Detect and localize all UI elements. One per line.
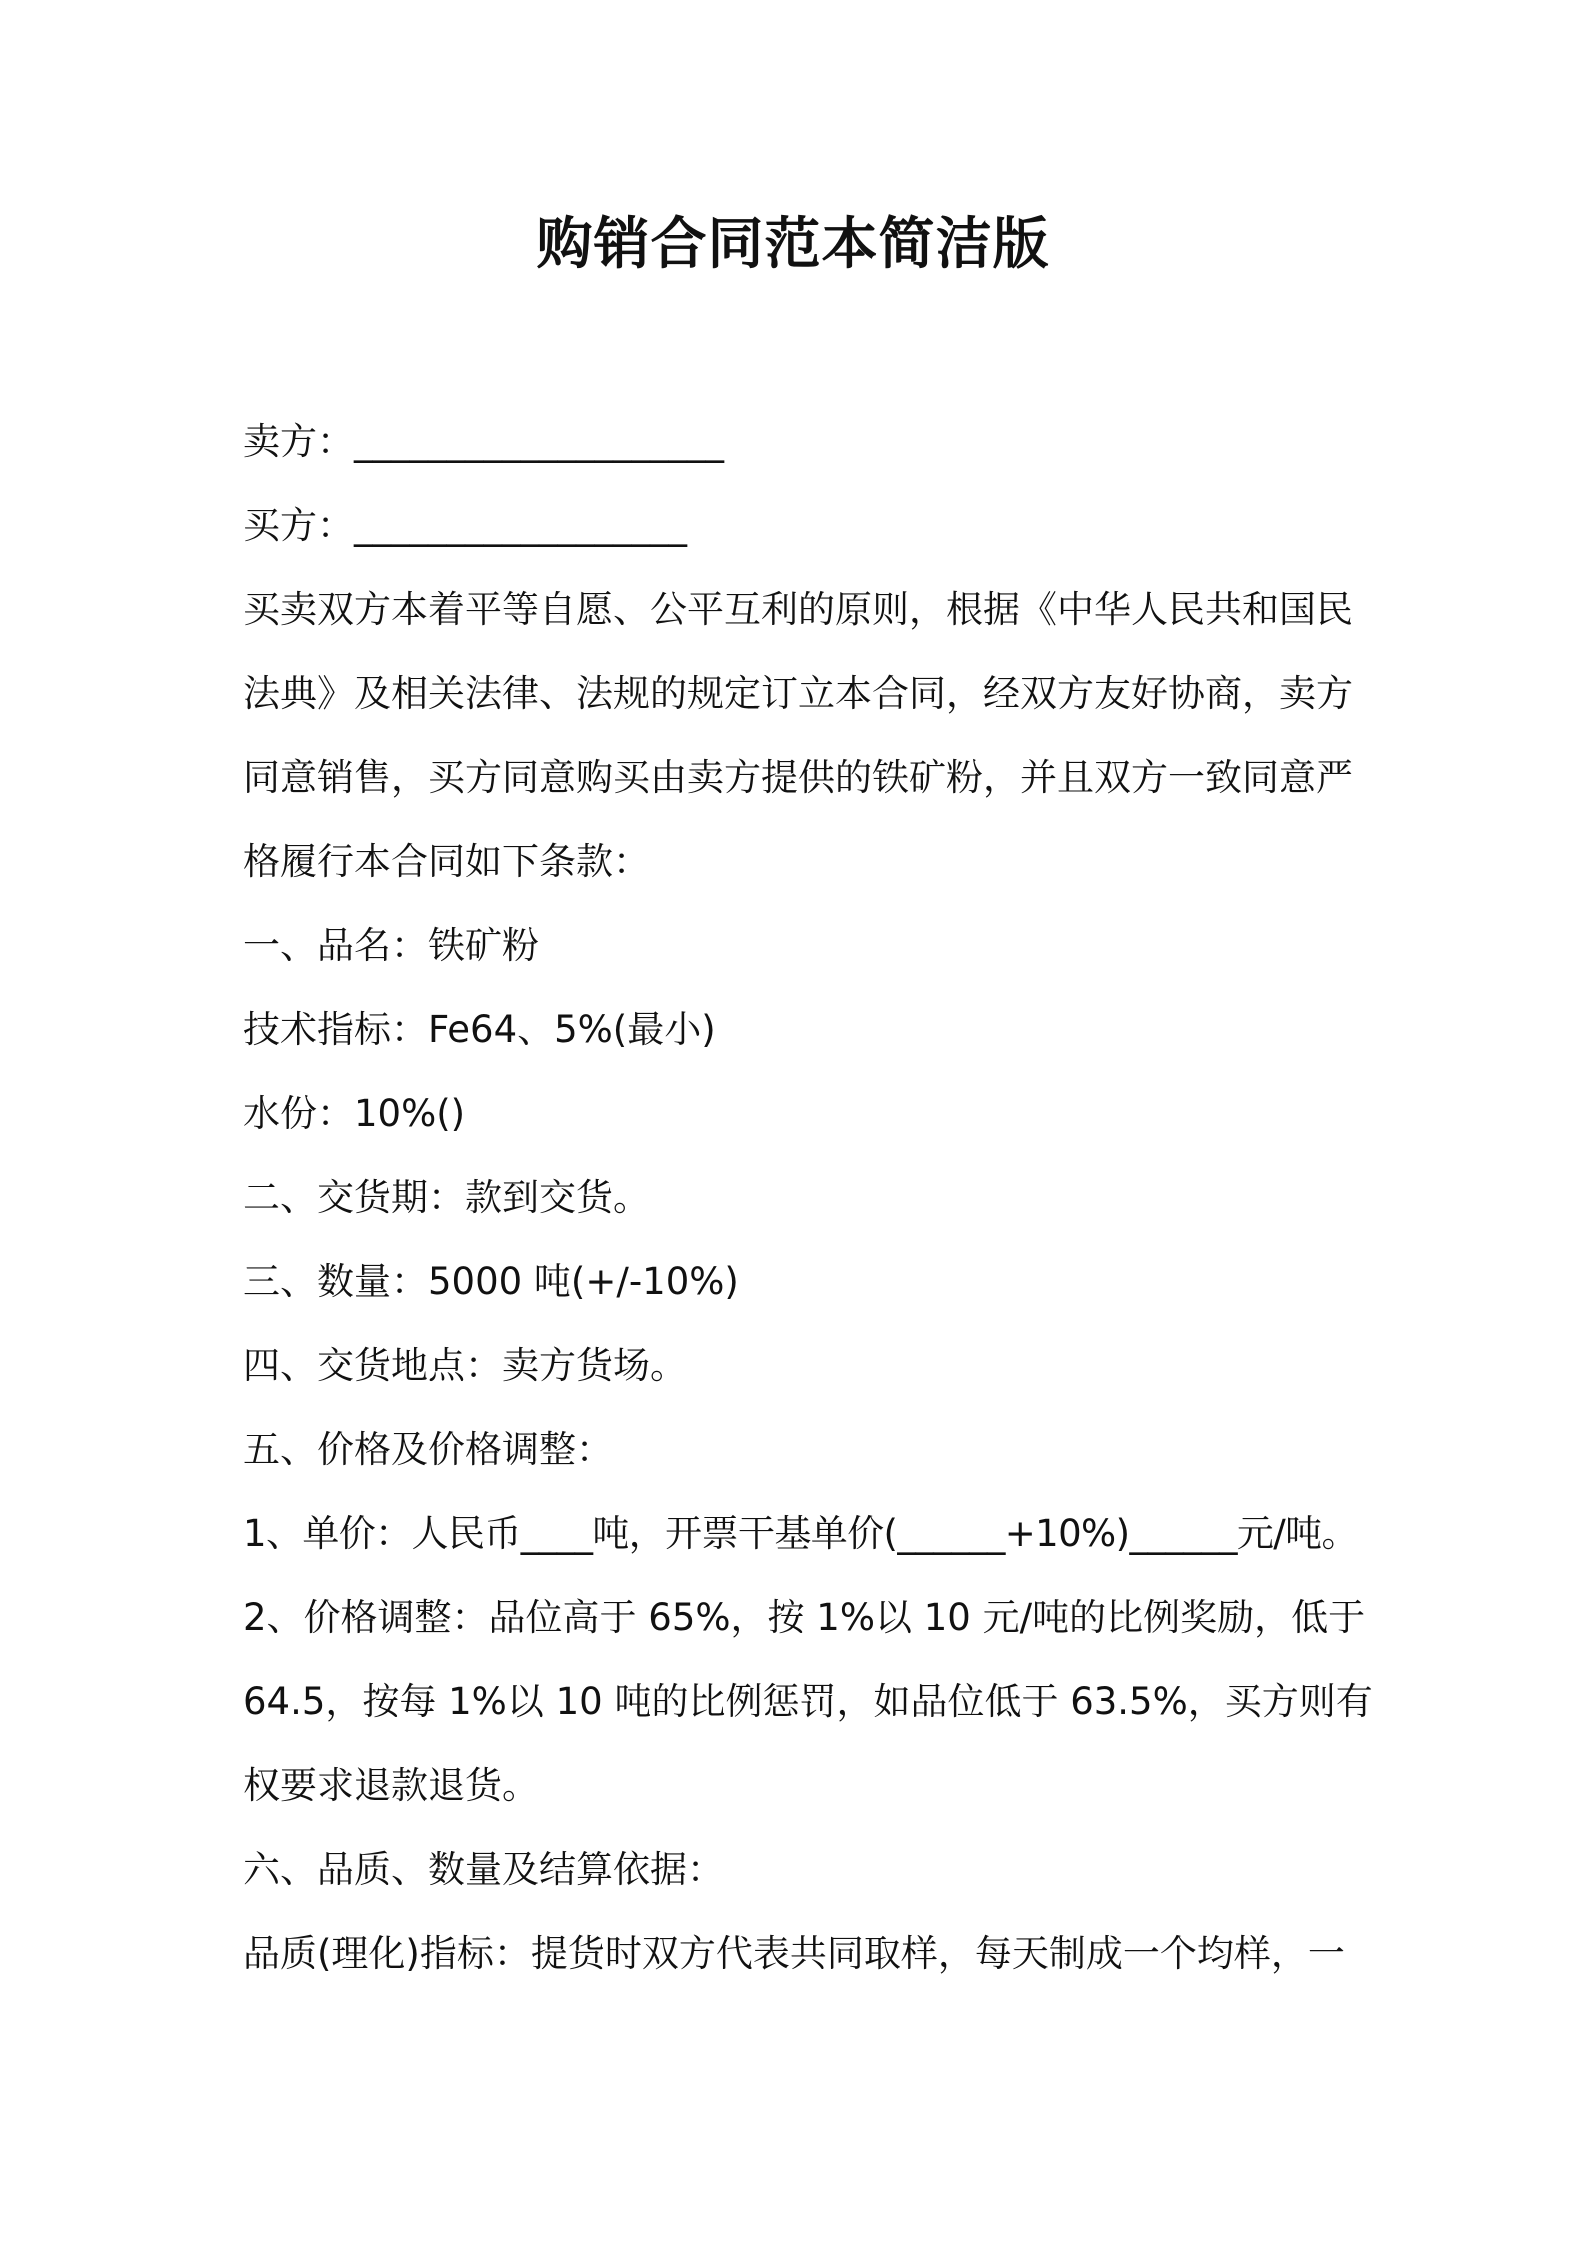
clause-quantity: 三、数量：5000 吨(+/-10%) — [243, 1260, 739, 1303]
clause-product-name: 一、品名：铁矿粉 — [243, 924, 539, 967]
clause-price-heading: 五、价格及价格调整： — [243, 1428, 613, 1471]
preamble-line-1: 买卖双方本着平等自愿、公平互利的原则，根据《中华人民共和国民 — [243, 588, 1353, 631]
document-title: 购销合同范本简洁版 — [536, 212, 1050, 277]
clause-moisture: 水份：10%() — [243, 1092, 466, 1135]
preamble-line-2: 法典》及相关法律、法规的规定订立本合同，经双方友好协商，卖方 — [243, 672, 1353, 715]
seller-line: 卖方：____________________ — [243, 420, 724, 463]
document-body — [243, 400, 1373, 1996]
preamble-line-4: 格履行本合同如下条款： — [243, 840, 650, 883]
clause-price-adjustment-3: 权要求退款退货。 — [243, 1764, 539, 1807]
clause-price-adjustment-1: 2、价格调整：品位高于 65%，按 1%以 10 元/吨的比例奖励，低于 — [243, 1596, 1366, 1639]
clause-quality-spec: 品质(理化)指标：提货时双方代表共同取样，每天制成一个均样，一 — [243, 1932, 1345, 1975]
clause-technical-spec: 技术指标：Fe64、5%(最小) — [243, 1008, 716, 1051]
clause-unit-price: 1、单价：人民币____吨，开票干基单价(______+10%)______元/吨。 — [243, 1512, 1358, 1555]
clause-quality-heading: 六、品质、数量及结算依据： — [243, 1848, 724, 1891]
clause-price-adjustment-2: 64.5，按每 1%以 10 吨的比例惩罚，如品位低于 63.5%，买方则有 — [243, 1680, 1373, 1723]
clause-delivery-period: 二、交货期：款到交货。 — [243, 1176, 650, 1219]
buyer-line: 买方：__________________ — [243, 504, 687, 547]
clause-delivery-location: 四、交货地点：卖方货场。 — [243, 1344, 687, 1387]
preamble-line-3: 同意销售，买方同意购买由卖方提供的铁矿粉，并且双方一致同意严 — [243, 756, 1353, 799]
